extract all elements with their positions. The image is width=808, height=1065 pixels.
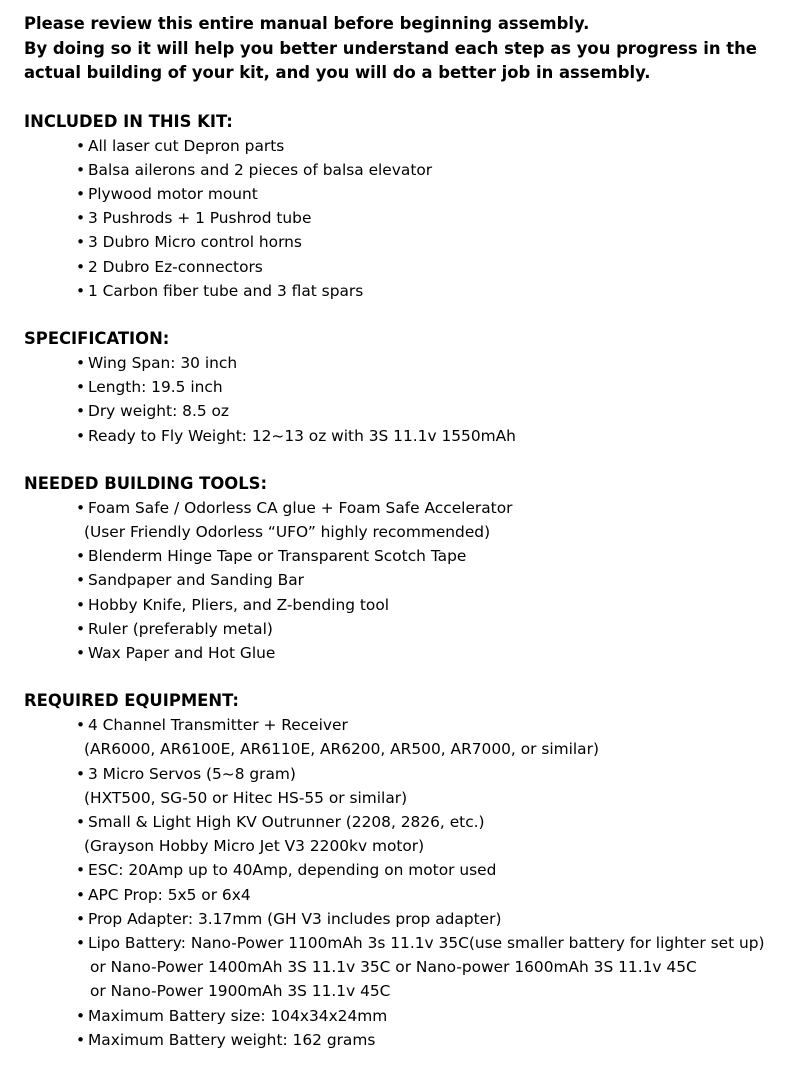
list-item-text: APC Prop: 5x5 or 6x4: [88, 885, 251, 904]
list-item: [24, 351, 804, 375]
bullet-icon: •: [76, 209, 86, 228]
bullet-icon: •: [76, 764, 86, 783]
bullet-icon: •: [76, 184, 86, 203]
list-item-text: Dry weight: 8.5 oz: [88, 402, 230, 421]
list-item: [24, 713, 804, 737]
bullet-icon: •: [76, 812, 86, 831]
bullet-icon: •: [76, 426, 86, 445]
section-heading-equipment: REQUIRED EQUIPMENT:: [24, 691, 239, 711]
list-item: [24, 375, 804, 399]
spec-list: [24, 351, 804, 448]
intro-line: Please review this entire manual before beginning assembly.: [24, 14, 590, 33]
list-item-text: Maximum Battery weight: 162 grams: [88, 1030, 376, 1049]
bullet-icon: •: [76, 402, 86, 421]
bullet-icon: •: [76, 233, 86, 252]
bullet-icon: •: [76, 160, 86, 179]
list-item: [24, 907, 804, 931]
bullet-icon: •: [76, 571, 86, 590]
section-heading-spec: SPECIFICATION:: [24, 328, 170, 348]
list-item: [24, 424, 804, 448]
list-item: [24, 810, 804, 834]
bullet-icon: •: [76, 909, 86, 928]
list-item-subtext: (Grayson Hobby Micro Jet V3 2200kv motor): [84, 837, 425, 856]
bullet-icon: •: [76, 595, 86, 614]
equipment-list: [24, 713, 804, 1052]
section-equipment: [24, 689, 804, 1052]
list-item-text: Balsa ailerons and 2 pieces of balsa elevator: [88, 160, 433, 179]
list-item-text: 4 Channel Transmitter + Receiver: [88, 716, 348, 735]
bullet-icon: •: [76, 257, 86, 276]
list-item-subtext: or Nano-Power 1400mAh 3S 11.1v 35C or Nano-power 1600mAh 3S 11.1v 45C: [90, 958, 697, 977]
list-item: [24, 883, 804, 907]
bullet-icon: •: [76, 716, 86, 735]
list-item-continuation: [24, 520, 804, 544]
list-item-subtext: (AR6000, AR6100E, AR6110E, AR6200, AR500, AR7000, or similar): [84, 740, 599, 759]
bullet-icon: •: [76, 547, 86, 566]
list-item: [24, 279, 804, 303]
bullet-icon: •: [76, 136, 86, 155]
list-item-text: ESC: 20Amp up to 40Amp, depending on motor used: [88, 861, 497, 880]
bullet-icon: •: [76, 378, 86, 397]
list-item-subtext: (User Friendly Odorless “UFO” highly recommended): [84, 522, 491, 541]
list-item: [24, 1028, 804, 1052]
bullet-icon: •: [76, 1030, 86, 1049]
list-item-continuation: [24, 955, 804, 979]
bullet-icon: •: [76, 933, 86, 952]
list-item: [24, 641, 804, 665]
intro-line: By doing so it will help you better understand each step as you progress in the: [24, 38, 757, 58]
section-kit: [24, 110, 804, 303]
list-item: [24, 858, 804, 882]
tools-list: [24, 496, 804, 665]
list-item-text: All laser cut Depron parts: [88, 136, 285, 155]
list-item: [24, 931, 804, 955]
bullet-icon: •: [76, 353, 86, 372]
list-item-continuation: [24, 979, 804, 1003]
list-item: [24, 255, 804, 279]
list-item: [24, 496, 804, 520]
list-item: [24, 182, 804, 206]
list-item: [24, 158, 804, 182]
list-item-text: 3 Dubro Micro control horns: [88, 233, 302, 252]
kit-list: [24, 134, 804, 303]
section-tools: [24, 472, 804, 665]
list-item: [24, 762, 804, 786]
bullet-icon: •: [76, 1006, 86, 1025]
list-item-text: Wing Span: 30 inch: [88, 353, 238, 372]
list-item-text: Sandpaper and Sanding Bar: [88, 571, 304, 590]
list-item: [24, 399, 804, 423]
list-item-text: Prop Adapter: 3.17mm (GH V3 includes prop adapter): [88, 909, 502, 928]
list-item-text: 2 Dubro Ez-connectors: [88, 257, 263, 276]
list-item-text: Length: 19.5 inch: [88, 378, 223, 397]
list-item-text: Ready to Fly Weight: 12~13 oz with 3S 11.1v 1550mAh: [88, 426, 516, 445]
list-item-text: 3 Pushrods + 1 Pushrod tube: [88, 209, 312, 228]
bullet-icon: •: [76, 281, 86, 300]
bullet-icon: •: [76, 643, 86, 662]
list-item: [24, 206, 804, 230]
list-item-subtext: or Nano-Power 1900mAh 3S 11.1v 45C: [90, 982, 391, 1001]
list-item-continuation: [24, 834, 804, 858]
list-item-text: Hobby Knife, Pliers, and Z-bending tool: [88, 595, 390, 614]
list-item: [24, 134, 804, 158]
list-item-subtext: (HXT500, SG-50 or Hitec HS-55 or similar): [84, 788, 408, 807]
list-item-text: 1 Carbon fiber tube and 3 flat spars: [88, 281, 364, 300]
section-heading-tools: NEEDED BUILDING TOOLS:: [24, 473, 268, 493]
list-item-text: Plywood motor mount: [88, 184, 258, 203]
list-item-text: Small & Light High KV Outrunner (2208, 2826, etc.): [88, 812, 485, 831]
bullet-icon: •: [76, 861, 86, 880]
list-item: [24, 593, 804, 617]
intro-line: actual building of your kit, and you will do a better job in assembly.: [24, 63, 651, 82]
list-item-text: Foam Safe / Odorless CA glue + Foam Safe Accelerator: [88, 498, 513, 517]
list-item-text: Ruler (preferably metal): [88, 619, 273, 638]
section-spec: [24, 327, 804, 448]
intro-paragraph: [24, 12, 804, 86]
bullet-icon: •: [76, 885, 86, 904]
list-item: [24, 568, 804, 592]
bullet-icon: •: [76, 498, 86, 517]
list-item-text: Blenderm Hinge Tape or Transparent Scotch Tape: [88, 547, 467, 566]
manual-page: [24, 12, 804, 1052]
list-item-text: Lipo Battery: Nano-Power 1100mAh 3s 11.1v 35C(use smaller battery for lighter set up): [88, 933, 765, 952]
list-item: [24, 230, 804, 254]
list-item-continuation: [24, 737, 804, 761]
list-item: [24, 544, 804, 568]
list-item-continuation: [24, 786, 804, 810]
list-item: [24, 617, 804, 641]
bullet-icon: •: [76, 619, 86, 638]
list-item: [24, 1004, 804, 1028]
list-item-text: Wax Paper and Hot Glue: [88, 643, 276, 662]
section-heading-kit: INCLUDED IN THIS KIT:: [24, 111, 233, 131]
list-item-text: Maximum Battery size: 104x34x24mm: [88, 1006, 388, 1025]
list-item-text: 3 Micro Servos (5~8 gram): [88, 764, 296, 783]
